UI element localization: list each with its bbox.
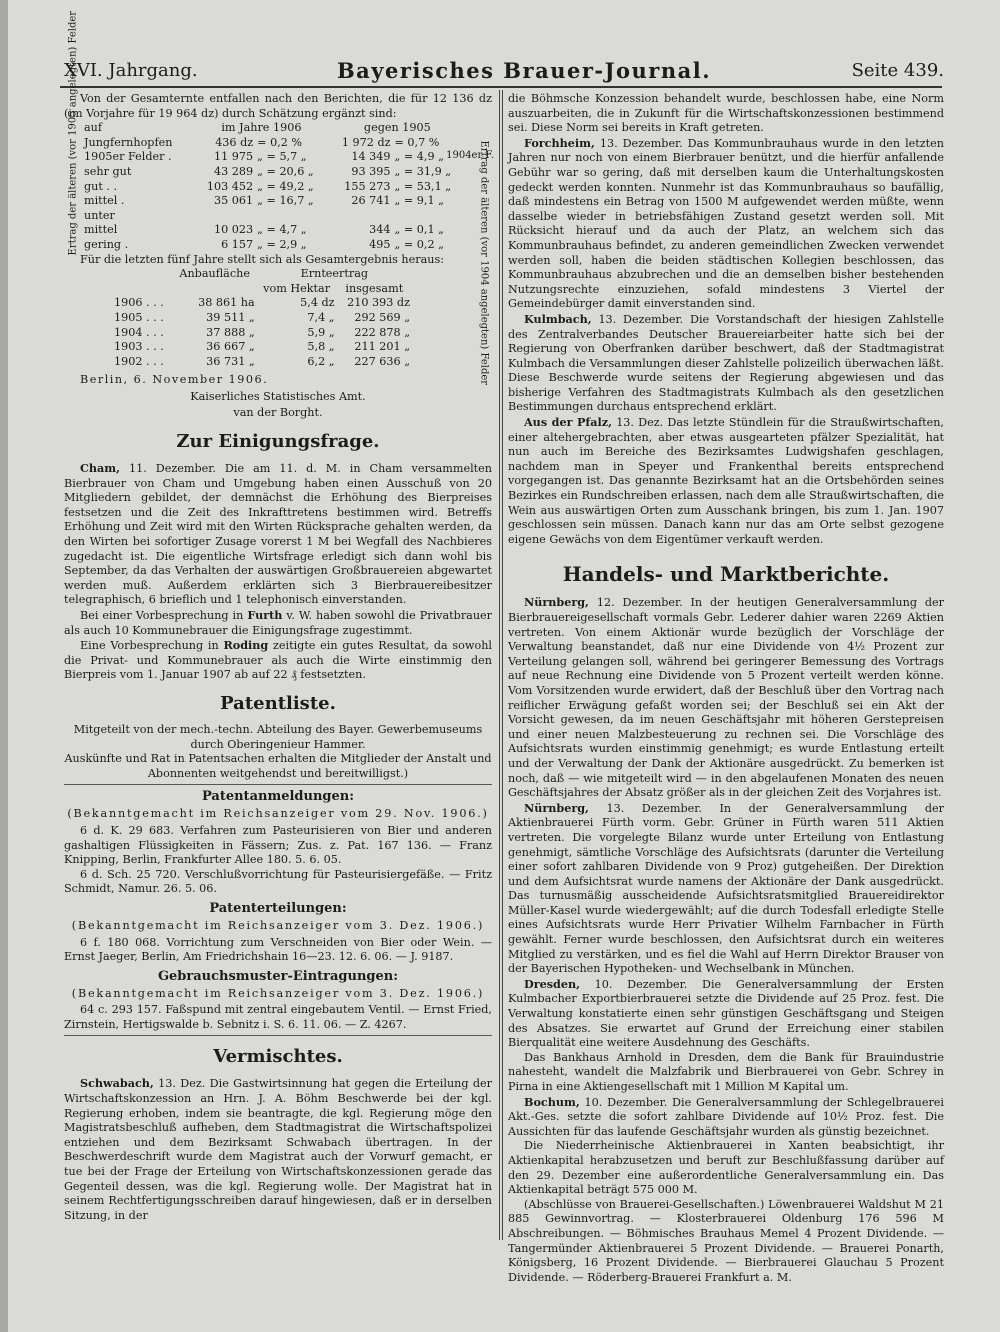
table-cell: „ = 2,9 „	[257, 237, 307, 251]
hops-intro: Von der Gesamternte entfallen nach den Berichten, die für 12 136 dz (im Vorjahre für 19 964 dz) durch Schätzung ergänzt sind:	[64, 92, 492, 120]
table-cell: = 0,7 %	[394, 135, 440, 149]
right-column	[508, 92, 944, 1285]
header-rule	[60, 86, 942, 88]
summary-intro: Für die letzten fünf Jahre stellt sich als Gesamtergebnis heraus:	[80, 252, 444, 266]
table-cell: 155 273	[344, 179, 391, 193]
table-row	[82, 180, 466, 195]
table-header: auf	[84, 121, 103, 135]
article-xanten: Die Niederrheinische Aktienbrauerei in Xanten beabsichtigt, ihr Aktienkapital herabzusetzen und beruft zur Beschlußfassung darüber auf den 29. Dezember eine außerordentliche Generalversammlung ein. Das Aktienkapital beträgt 575 000 M.	[508, 1139, 944, 1197]
table-header: vom Hektar	[263, 281, 331, 295]
table-cell: 5,8 „	[307, 340, 335, 354]
article-text: 13. Dezember. Die Vorstandschaft der hiesigen Zahlstelle des Zentralverbandes Deutscher Brauereiarbeiter hatte sich bei der Regierung von Oberfranken darüber beschwert, daß der Stadtmagistrat Kulmbach die Versammlungen dieser Zahlstelle polizeilich überwachen läßt. Diese Beschwerde wurde seitens der Regierung abgewiesen und das bisherige Verfahren des Stadtmagistrats Kulmbach als den gesetzlichen Bestimmungen durchaus entsprechend erklärt.	[508, 312, 944, 414]
table-cell: „ = 31,9 „	[394, 164, 452, 178]
table-row	[112, 340, 412, 355]
article-text: Eine Vorbesprechung in	[80, 639, 219, 653]
table-cell: 43 289	[214, 164, 254, 178]
table-cell: 38 861 ha	[198, 296, 255, 310]
table-row	[82, 165, 466, 180]
table-row	[112, 296, 412, 311]
subsection-title: Patenterteilungen:	[209, 900, 347, 916]
article-pfalz	[508, 415, 944, 547]
table-cell	[194, 209, 255, 224]
table-header-row	[82, 121, 466, 136]
column-divider	[499, 90, 500, 1240]
place-name: Nürnberg,	[524, 800, 589, 815]
table-cell: 227 636 „	[354, 354, 410, 368]
place-name: Kulmbach,	[524, 311, 592, 326]
side-label-right: Ertrag der älteren (vor 1904 angelegten) Felder	[478, 140, 490, 386]
table-header: insgesamt	[345, 281, 404, 295]
table-cell: 1902 . . .	[114, 354, 164, 368]
table-cell: 39 511 „	[206, 310, 255, 324]
table-cell: „ = 4,9 „	[394, 150, 444, 164]
article-text: v. W. haben sowohl die Privatbrauer als auch 10 Kommunebrauer die Einigungsfrage zugestimmt.	[64, 609, 493, 637]
table-cell: 1903 . . .	[114, 340, 164, 354]
article-cham	[64, 461, 492, 608]
volume-label: XVI. Jahrgang.	[64, 60, 198, 81]
table-row	[82, 194, 466, 209]
table-row	[82, 136, 466, 151]
article-schwabach	[64, 1076, 492, 1223]
subsection-title: Gebrauchsmuster-Eintragungen:	[157, 968, 399, 984]
source-note: (Bekanntgemacht im Reichsanzeiger vom 3. Dez. 1906.)	[71, 918, 485, 932]
place-name: Schwabach,	[80, 1076, 154, 1091]
place-name: Dresden,	[524, 976, 580, 991]
section-title-vermischtes: Vermischtes.	[213, 1046, 343, 1068]
table-cell: sehr gut	[84, 164, 132, 178]
patent-entry: 6 d. K. 29 683. Verfahren zum Pasteurisieren von Bier und anderen gashaltigen Flüssigkeiten in Fässern; Zus. z. Pat. 167 136. — Franz Knipping, Berlin, Frankfurter Allee 180. 5. 6. 05.	[64, 823, 492, 867]
article-text: 13. Dez. Die Gastwirtsinnung hat gegen die Erteilung der Wirtschaftskonzession an Hrn. J. A. Böhm Beschwerde bei der kgl. Regierung erhoben, indem sie beantragte, die kgl. Regierung möge den Magistratsbeschluß aufheben, dem Stadtmagistrat die Wirtschaftspolizei entziehen und dem Bezirksamt Schwabach übertragen. In der Beschwerdeschrift wurde dem Magistrat auch der Vorwurf gemacht, er tue bei der Frage der Erteilung von Wirtschaftskonzessionen gerade das Gegenteil dessen, was die kgl. Regierung wolle. Der Magistrat hat in seinem Rechtfertigungsschreiben darauf hingewiesen, daß er in derselben Sitzung, in der	[64, 1077, 492, 1222]
table-cell: 1904 . . .	[114, 325, 164, 339]
subsection-title: Patentanmeldungen:	[201, 789, 355, 805]
table-row	[112, 355, 412, 370]
table-cell: Jungfernhopfen	[84, 135, 173, 149]
table-header: Ernteertrag	[300, 267, 369, 281]
table-cell: 222 878 „	[354, 325, 410, 339]
article-text: 12. Dezember. In der heutigen Generalversammlung der Bierbrauereigesellschaft vormals Gebr. Lederer dahier waren 2269 Aktien vertreten. Von einem Aktionär wurde bezüglich der Vorschläge der Verwaltung beanstandet, daß nur eine Dividende von 4½ Prozent zur Verteilung gelangen soll, während bei geringerer Bemessung des Vortrags auf neue Rechnung eine Dividende von 5 Prozent verteilt werden könne. Vom Vorsitzenden wurde erwidert, daß der Beschluß über den Vortrag nach reiflicher Erwägung gefaßt worden sei; der Beschluß sei ein Akt der Vorsicht gewesen, da im neuen Geschäftsjahr mit höheren Gerstepreisen und einer neuen Malzbesteuerung zu rechnen sei. Die Vorschläge des Aufsichtsrats wurden einstimmig genehmigt; es wurde Entlastung erteilt und der Verwaltung der Dank der Aktionäre ausgedrückt. Zu bemerken ist noch, daß — wie mitgeteilt wird — in den abgelaufenen Monaten des neuen Geschäftsjahres der Absatz größer als in der gleichen Zeit des Vorjahres ist.	[508, 596, 944, 800]
article-dresden-2: Das Bankhaus Arnhold in Dresden, dem die Bank für Brauindustrie nahesteht, wandelt die Malzfabrik und Bierbrauerei von Gebr. Schrey in Pirna in eine Aktiengesellschaft mit 1 Million M Kapital um.	[508, 1050, 944, 1093]
table-cell: 36 667 „	[206, 340, 255, 354]
place-name: Roding	[223, 638, 269, 653]
page-number: Seite 439.	[851, 60, 944, 81]
signature-office: Kaiserliches Statistisches Amt.	[190, 389, 366, 403]
table-cell: „ = 9,1 „	[394, 194, 444, 208]
place-name: Nürnberg,	[524, 595, 589, 610]
table-cell: „ = 5,7 „	[257, 150, 307, 164]
article-text: 13. Dezember. Das Kommunbrauhaus wurde in den letzten Jahren nur noch von einem Bierbrauer benützt, und die hierfür anfallende Gebühr war so gering, daß mit derselben kaum die Unterhaltungskosten gedeckt werden konnten. Nunmehr ist das Kommunbrauhaus so baufällig, daß mindestens ein Betrag von 1500 M aufgewendet werden müßte, wenn dasselbe wieder in betriebsfähigen Zustand gesetzt werden soll. Mit Rücksicht hierauf und da auch der Platz, an welchem sich das Kommunbrauhaus befindet, zu anderen gemeindlichen Zwecken verwendet werden soll, haben die beiden städtischen Kollegien beschlossen, das Kommunbrauhaus abzubrechen und die an demselben bisher bestehenden Nutzungsrechte einzuziehen, sofald mindestens 3 Viertel der Gemeindebürger damit einverstanden sind.	[508, 136, 944, 311]
table-cell: 1906 . . .	[114, 296, 164, 310]
table-cell: „ = 53,1 „	[394, 179, 452, 193]
table-cell: unter	[84, 208, 115, 222]
article-nuernberg-2	[508, 801, 944, 977]
table-header: gegen 1905	[363, 121, 431, 135]
place-name: Aus der Pfalz,	[524, 415, 612, 430]
table-cell: 495	[369, 237, 391, 251]
signature-name: van der Borght.	[233, 406, 323, 420]
side-label-left: Ertrag der älteren (vor 1905 angelegten) Felder	[67, 11, 79, 256]
patent-entry: 6 f. 180 068. Vorrichtung zum Verschneiden von Bier oder Wein. — Ernst Jaeger, Berlin, Am Friedrichshain 16—23. 12. 6. 06. — J. 9187.	[64, 935, 492, 964]
table-cell: 36 731 „	[206, 354, 255, 368]
source-note: (Bekanntgemacht im Reichsanzeiger vom 3. Dez. 1906.)	[71, 986, 485, 1000]
table-cell: 292 569 „	[354, 310, 410, 324]
patent-entry: 64 c. 293 157. Faßspund mit zentral eingebautem Ventil. — Ernst Fried, Zirnstein, Hertigswalde b. Sebnitz i. S. 6. 11. 06. — Z. 4267.	[64, 1003, 492, 1031]
source-note: (Bekanntgemacht im Reichsanzeiger vom 29. Nov. 1906.)	[67, 807, 489, 821]
article-furth	[64, 608, 492, 638]
table-cell: mittel	[84, 223, 118, 237]
table-cell: 10 023	[214, 223, 254, 237]
side-label-right-top: 1904er F.	[446, 150, 494, 162]
table-row	[112, 326, 412, 341]
page-header	[64, 58, 944, 88]
article-abschluesse: (Abschlüsse von Brauerei-Gesellschaften.) Löwenbrauerei Waldshut M 21 885 Gewinnvortrag. — Klosterbrauerei Oldenburg 176 596 M Abschreibungen. — Böhmisches Brauhaus Memel 4 Prozent Dividende. — Tangermünder Aktienbrauerei 5 Prozent Dividende. — Brauerei Ponarth, Königsberg, 16 Prozent Dividende. — Bierbrauerei Glauchau 5 Prozent Dividende. — Röderberg-Brauerei Frankfurt a. M.	[508, 1197, 944, 1284]
table-row	[112, 311, 412, 326]
section-title-einigung: Zur Einigungsfrage.	[176, 431, 380, 453]
table-header: Anbaufläche	[179, 267, 250, 281]
table-cell: = 0,2 %	[257, 135, 303, 149]
table-header-row	[112, 267, 412, 282]
summary-table	[112, 267, 412, 369]
table-cell: 35 061	[214, 194, 254, 208]
table-cell: gering .	[84, 237, 129, 251]
table-cell: 5,9 „	[307, 325, 335, 339]
patent-intro-2: Auskünfte und Rat in Patentsachen erhalten die Mitglieder der Anstalt und Abonnenten weitgehendst und bereitwilligst.)	[64, 752, 492, 780]
table-cell: 5,4 dz	[300, 296, 335, 310]
place-name: Forchheim,	[524, 135, 595, 150]
dateline: Berlin, 6. November 1906.	[80, 373, 269, 387]
table-row	[82, 238, 466, 253]
divider	[64, 784, 492, 785]
article-forchheim	[508, 136, 944, 312]
article-bochum	[508, 1095, 944, 1140]
table-row	[82, 150, 466, 165]
table-cell: „ = 16,7 „	[257, 194, 314, 208]
article-text: 13. Dez. Das letzte Stündlein für die Straußwirtschaften, einer altehergebrachten, aber etwas ausgearteten pfälzer Spezialität, hat nun auch im Bereiche des Bezirksamtes Ludwigshafen geschlagen, nachdem man in Speyer und Frankenthal bereits entsprechend vorgegangen ist. Das genannte Bezirksamt hat an die Ortsbehörden seines Bezirkes ein Rundschreiben erlassen, nach dem alle Straußwirtschaften, die Wein aus auswärtigen Orten zum Ausschank bringen, bis zum 1. Jan. 1907 geschlossen sein müssen. Danach kann nur das am Orte selbst gezogene eigene Gewächs von dem Eigentümer verkauft werden.	[508, 416, 944, 546]
table-cell: 11 975	[214, 150, 254, 164]
article-roding	[64, 638, 492, 683]
table-cell: 103 452	[206, 179, 254, 193]
table-cell: 1905 . . .	[114, 310, 164, 324]
table-cell: 1 972 dz	[341, 135, 391, 149]
table-cell: 26 741	[351, 194, 391, 208]
table-header: im Jahre 1906	[221, 121, 302, 135]
table-row	[82, 209, 466, 224]
table-cell: 436 dz	[215, 135, 254, 149]
journal-title: Bayerisches Brauer-Journal.	[336, 58, 712, 83]
table-cell: 344	[369, 223, 391, 237]
table-cell: 210 393 dz	[347, 296, 410, 310]
place-name: Cham,	[80, 461, 121, 476]
table-cell: gut . .	[84, 179, 118, 193]
section-title-patent: Patentliste.	[220, 692, 336, 714]
table-cell	[393, 209, 467, 224]
table-cell: „ = 0,1 „	[394, 223, 444, 237]
patent-intro: Mitgeteilt von der mech.-techn. Abteilung des Bayer. Gewerbemuseums durch Oberingenieur Hammer.	[73, 722, 483, 751]
place-name: Bochum,	[524, 1094, 580, 1109]
article-text: 13. Dezember. In der Generalversammlung der Aktienbrauerei Fürth vorm. Gebr. Grüner in Fürth waren 511 Aktien vertreten. Die vorgelegte Bilanz wurde unter Erteilung von Entlastung genehmigt, sämtliche Vorschläge des Aufsichtsrats (darunter die Verteilung einer sofort zahlbaren Dividende von 9 Proz) gutgeheißen. Der Direktion und dem Aufsichtsrat wurde namens der Aktionäre der Dank ausgedrückt. Das turnusmäßig ausscheidende Aufsichtsratsmitglied Brauereidirektor Müller-Kasel wurde wiedergewählt; auf die durch Todesfall erledigte Stelle eines Aufsichtsrats wurde Herr Privatier Wilhelm Farnbacher in Fürth gewählt. Ferner wurde beschlossen, den Aufsichtsrat durch ein weiteres Mitglied zu verstärken, und es fiel die Wahl auf Herrn Direktor Brauser von der Bayerischen Hypotheken- und Wechselbank in München.	[508, 801, 944, 976]
article-kulmbach	[508, 312, 944, 415]
hops-stat-table	[82, 121, 466, 252]
article-text: 11. Dezember. Die am 11. d. M. in Cham versammelten Bierbrauer von Cham und Umgebung haben einen Ausschuß von 20 Mitgliedern gebildet, der demnächst die Erhöhung des Bierpreises festsetzen und die Zeit des Inkrafttretens bestimmen wird. Betreffs Erhöhung und Zeit wird mit den Wirten Rücksprache gehalten werden, da den Wirten bei sofortiger Zusage vorerst 1 M bei Wegfall des Nachbieres zugedacht ist. Die eigentliche Wirtsfrage erledigt sich dann wohl bis September, da das Verhalten der auswärtigen Großbrauereien abgewartet werden muß. Außerdem erklärten sich 3 Bierbrauereibesitzer telegraphisch, 6 brieflich und 1 telephonisch einverstanden.	[64, 462, 492, 607]
divider	[64, 1035, 492, 1036]
table-cell: „ = 49,2 „	[257, 179, 314, 193]
place-name: Furth	[247, 608, 283, 622]
table-cell: 1905er Felder .	[84, 150, 172, 164]
article-continuation: die Böhmsche Konzession behandelt wurde, beschlossen habe, eine Norm auszuarbeiten, die in Zukunft für die Wirtschaftskonzessionen bestimmend sei. Diese Norm sei bereits in Kraft getreten.	[508, 92, 944, 135]
article-text: Bei einer Vorbesprechung in	[80, 609, 244, 622]
column-divider	[502, 90, 503, 1240]
patent-entry: 6 d. Sch. 25 720. Verschlußvorrichtung für Pasteurisiergefäße. — Fritz Schmidt, Namur. 26. 5. 06.	[64, 867, 492, 896]
table-cell: 14 349	[351, 150, 391, 164]
table-cell: mittel .	[84, 194, 125, 208]
article-dresden	[508, 977, 944, 1051]
article-text: 10. Dezember. Die Generalversammlung der Schlegelbrauerei Akt.-Ges. setzte die sofort zahlbare Dividende auf 10½ Proz. fest. Die Aussichten für das laufende Geschäftsjahr wurden als günstig bezeichnet.	[508, 1095, 944, 1138]
table-cell: „ = 0,2 „	[394, 237, 444, 251]
table-cell	[329, 209, 393, 224]
article-text: 10. Dezember. Die Generalversammlung der Ersten Kulmbacher Exportbierbrauerei setzte die Dividende auf 25 Proz. fest. Die Verwaltung konstatierte einen sehr günstigen Geschäftsgang und Steigen des Absatzes. Sie erwartet auf Grund der Erreichung einer stabilen Bierqualität eine weitere Ausdehnung des Geschäfts.	[508, 977, 944, 1050]
table-cell: 37 888 „	[206, 325, 255, 339]
table-cell: 93 395	[351, 164, 391, 178]
table-cell: „ = 4,7 „	[257, 223, 307, 237]
table-cell: 211 201 „	[354, 340, 410, 354]
article-text: zeitigte ein gutes Resultat, da sowohl die Privat- und Kommunebrauer als auch die Wirte einstimmig den Bierpreis vom 1. Januar 1907 ab auf 22 ₰ festsetzten.	[64, 639, 492, 682]
table-cell: 7,4 „	[307, 310, 335, 324]
table-cell: 6 157	[221, 237, 254, 251]
table-cell: 6,2 „	[307, 354, 335, 368]
table-cell	[255, 209, 328, 224]
table-row	[82, 223, 466, 238]
table-header-row	[112, 282, 412, 297]
article-nuernberg-1	[508, 595, 944, 800]
section-title-handel: Handels- und Marktberichte.	[562, 562, 890, 587]
table-cell: „ = 20,6 „	[257, 164, 314, 178]
